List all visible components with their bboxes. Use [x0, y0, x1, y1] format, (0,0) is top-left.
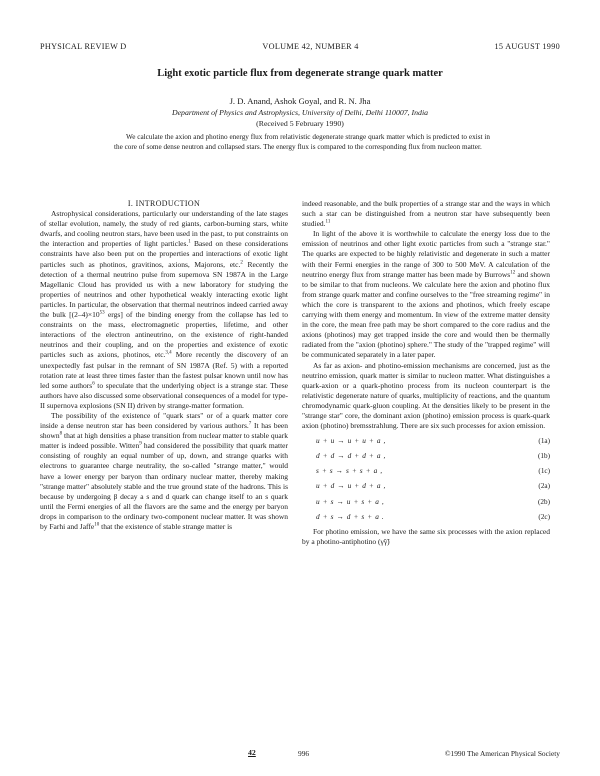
paragraph: For photino emission, we have the same six processes with the axion replaced by a photino-antiphotino (γ̃γ̃) [302, 526, 550, 546]
affiliation: Department of Physics and Astrophysics, University of Delhi, Delhi 110007, India [171, 108, 429, 117]
paragraph: indeed reasonable, and the bulk properties of a strange star and the ways in which such a star can be distinguished from a neutron star have subsequently been studied.$^{11}$ [302, 199, 550, 229]
received-date: (Received 5 February 1990) [256, 119, 344, 128]
paragraph: In light of the above it is worthwhile to calculate the energy loss due to the emission of neutrinos and other light exotic particles from such a "strange star." The quarks are expected to be highly relativistic and degenerate in such a matter with their Fermi energies in the range of 300 to 500 MeV. A calculation of the neutrino energy flux from strange matter has been made by Burrows$^{12}$ and shown to be similar to that from nucleons. We calculate here the axion and photino flux from strange quark matter and confine ourselves to the "free streaming regime" in which the core is transparent to the axions and photinos, which freely escape carrying with them energy and momentum. In view of the extreme matter density in the core, the mean free path may be short compared to the core radius and the axions (photinos) may get trapped inside the core and would then be thermally radiated from the "axion (photino) sphere." The study of the "trapped regime" will be communicated separately in a later paper. [302, 229, 550, 360]
equation: d + s → d + s + a . (2c) [316, 511, 550, 521]
journal-name: PHYSICAL REVIEW D [40, 42, 127, 51]
equation: s + s → s + s + a , (1c) [316, 466, 550, 476]
page-number: 42 [248, 748, 256, 757]
paper-title: Light exotic particle flux from degenerate strange quark matter [157, 68, 443, 79]
equation: d + d → d + d + a , (1b) [316, 451, 550, 461]
equation: u + u → u + u + a , (1a) [316, 436, 550, 446]
page-range: 996 [298, 749, 310, 758]
abstract: We calculate the axion and photino energy flux from relativistic degenerate strange quark matter which is predicted to exist in the core of some dense neutron and collapsed stars. The energy flux is compared to the corresponding flux from nucleon matter. [114, 133, 490, 151]
paragraph: Astrophysical considerations, particularly our understanding of the late stages of stellar evolution, namely, the study of red giants, carbon-burning stars, white dwarfs, and cooling neutron stars, have been used in the past, to put constraints on the interaction and properties of light particles.$^1$ Based on these considerations constraints have also been put on the properties and interactions of exotic light particles such as photinos, gravitinos, axions, Majorons, etc.$^2$ Recently the detection of a thermal neutrino pulse from supernova SN 1987A in the Large Magellanic Cloud has provided us with a new laboratory for studying the properties of neutrinos and other hypothetical weakly interacting exotic light particles. In particular, the observation that thermal neutrinos indeed carried away the bulk [$(2-4)\times 10^{53}$ ergs] of the binding energy from the collapse has led to constraints on the mass, electromagnetic properties, lifetime, and other interactions of the electron antineutrino, on the existence of right-handed neutrinos and their coupling, and on the properties and existence of exotic particles such as axions, photinos, etc.$^{3,4}$ More recently the discovery of an unexpectedly fast pulsar in the remnant of SN 1987A (Ref. 5) with a reported rotation rate at least three times faster than the fastest pulsar known until now has led some authors$^6$ to speculate that the underlying object is a strange star. These authors have also discussed some observational consequences of a model for type-II supernova explosions (SN II) driven by strange-matter formation. [40, 209, 289, 410]
left-column [40, 199, 288, 532]
paragraph: The possibility of the existence of "quark stars" or of a quark matter core inside a dense neutron star has been considered by various authors.$^7$ It has been shown$^8$ that at high densities a phase transition from nuclear matter to stable quark matter is indeed possible. Witten$^9$ had considered the possibility that quark matter consisting of roughly an equal number of up, down, and strange quarks with electrons to guarantee charge neutrality, the so-called "strange matter," would have a lower energy per baryon than ordinary nuclear matter, thereby making "strange matter" absolutely stable and the true ground state of the hadrons. This is because by undergoing β decay a s and d quark can change itself to an s quark until the Fermi energies of all the flavors are the same and the energy per baryon drops in comparison to the ordinary two-component nuclear matter. It was shown by Farhi and Jaffe$^{10}$ that the existence of stable strange matter is [40, 410, 288, 531]
author-list: J. D. Anand, Ashok Goyal, and R. N. Jha [229, 96, 371, 106]
section-heading: I. INTRODUCTION [127, 199, 201, 208]
right-column [302, 199, 550, 547]
equation-block [302, 436, 550, 522]
running-header [40, 42, 560, 51]
volume-number: VOLUME 42, NUMBER 4 [262, 42, 359, 51]
copyright: ©1990 The American Physical Society [444, 749, 560, 758]
equation: u + s → u + s + a , (2b) [316, 496, 550, 506]
issue-date: 15 AUGUST 1990 [494, 42, 560, 51]
paragraph: As far as axion- and photino-emission mechanisms are concerned, just as the neutrino emission, quark matter is similar to nucleon matter. What distinguishes a quark-axion or a quark-photino process from its nucleon counterpart is the relativistic degenerate nature of quarks, multiplicity of reactions, and the quantum chromodynamic quark-gluon coupling. At the densities likely to be present in the "strange star" core, the dominant axion (photino) emission process is quark-quark axion (photino) bremsstrahlung. There are six such processes for axion emission. [302, 360, 550, 431]
equation: u + d → u + d + a , (2a) [316, 481, 550, 491]
